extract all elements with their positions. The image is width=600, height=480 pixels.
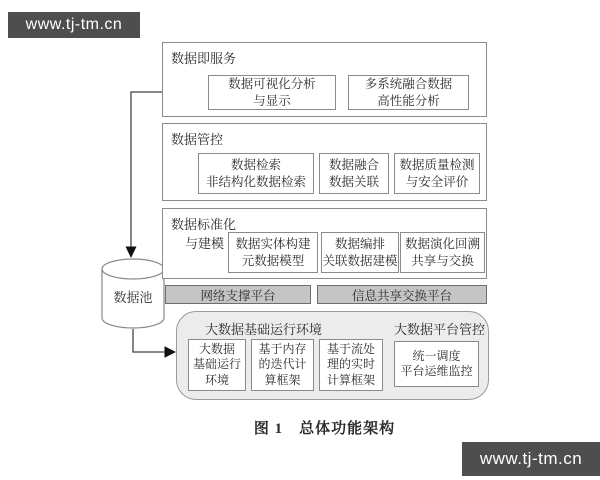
- connector-top-line: [131, 92, 162, 248]
- box-bigdata-runtime: [188, 339, 246, 391]
- section-data-governance: [162, 123, 487, 201]
- box-label-line: 数据实体构建: [235, 236, 311, 251]
- box-label-line: 多系统融合数据: [364, 76, 453, 91]
- box-data-visualization: [208, 75, 336, 110]
- box-label-line: 环境: [204, 372, 229, 387]
- section-data-standardization: [162, 208, 487, 279]
- box-multi-system-analysis: [348, 75, 469, 110]
- watermark-bottom: www.tj-tm.cn: [462, 442, 600, 476]
- bar-network-support-platform: 网络支撑平台: [165, 285, 311, 304]
- runtime-title-right: 大数据平台管控: [394, 322, 486, 337]
- section-data-as-service: [162, 42, 487, 117]
- bar-info-sharing-platform: 信息共享交换平台: [317, 285, 487, 304]
- box-label-line: 关联数据建模: [322, 253, 398, 268]
- box-data-orchestration: [321, 232, 399, 273]
- box-label-line: 共享与交换: [411, 253, 474, 268]
- figure-caption: 图 1 总体功能架构: [253, 421, 396, 437]
- runtime-environment-container: [176, 311, 489, 400]
- box-label-line: 理的实时: [326, 357, 375, 372]
- box-label-line: 数据演化回溯: [404, 236, 480, 251]
- box-label-line: 基于流处: [326, 341, 375, 356]
- arrow-right-icon: [165, 346, 177, 358]
- watermark-top: www.tj-tm.cn: [8, 12, 140, 38]
- box-unified-scheduling: [394, 341, 479, 387]
- box-label-line: 数据融合: [328, 157, 379, 172]
- box-label-line: 统一调度: [412, 348, 461, 363]
- arrow-down-icon: [126, 247, 137, 259]
- box-stream-realtime-framework: [319, 339, 383, 391]
- box-label-line: 算框架: [264, 372, 301, 387]
- box-data-fusion: [319, 153, 389, 194]
- box-memory-iterative-framework: [251, 339, 314, 391]
- box-label-line: 非结构化数据检索: [205, 174, 306, 189]
- box-label-line: 与安全评价: [405, 174, 469, 189]
- connector-bottom-line: [133, 329, 166, 352]
- runtime-title-left: 大数据基础运行环境: [205, 322, 323, 337]
- box-label-line: 数据关联: [328, 174, 379, 189]
- box-label-line: 数据质量检测: [399, 157, 475, 172]
- box-label-line: 基础运行: [192, 357, 241, 372]
- box-label-line: 数据可视化分析: [228, 76, 316, 91]
- section-title-line: 数据标准化: [171, 217, 237, 232]
- box-label-line: 数据检索: [230, 157, 281, 172]
- box-label-line: 的迭代计: [258, 357, 307, 372]
- section-title-line: 与建模: [185, 236, 225, 251]
- box-label-line: 大数据: [198, 341, 235, 356]
- box-data-entity: [228, 232, 318, 273]
- box-label-line: 与显示: [253, 93, 291, 108]
- section-title: [171, 214, 236, 252]
- box-data-retrieval: [198, 153, 314, 194]
- box-label-line: 计算框架: [326, 372, 375, 387]
- box-label-line: 高性能分析: [377, 93, 440, 108]
- box-label-line: 数据编排: [334, 236, 385, 251]
- box-data-evolution: [400, 232, 485, 273]
- section-title: 数据即服务: [171, 51, 237, 66]
- data-pool-label: 数据池: [113, 290, 153, 305]
- box-data-quality: [394, 153, 480, 194]
- box-label-line: 平台运维监控: [400, 364, 473, 378]
- box-label-line: 基于内存: [258, 341, 307, 356]
- box-label-line: 元数据模型: [241, 253, 305, 268]
- section-title: 数据管控: [171, 132, 224, 147]
